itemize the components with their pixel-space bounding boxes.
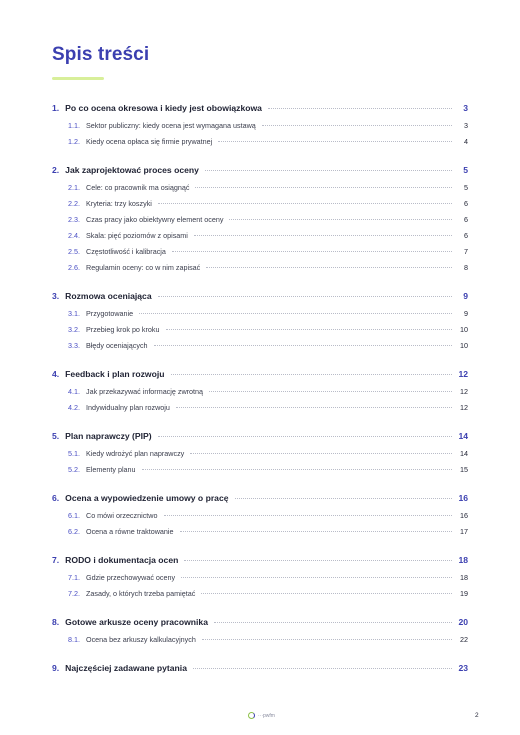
toc-leader	[172, 251, 452, 252]
toc-label: Najczęściej zadawane pytania	[65, 663, 187, 673]
toc-page-number: 17	[460, 527, 468, 536]
toc-number: 2.	[52, 165, 60, 175]
toc-number: 6.1.	[68, 511, 80, 520]
toc-leader	[154, 345, 452, 346]
toc-number: 3.2.	[68, 325, 80, 334]
toc-subsection[interactable]	[52, 632, 468, 648]
toc-label: Jak przekazywać informację zwrotną	[86, 387, 204, 396]
section-spacer	[52, 150, 468, 160]
toc-label: Indywidualny plan rozwoju	[86, 403, 170, 412]
toc-number: 1.1.	[68, 121, 80, 130]
toc-leader	[180, 531, 453, 532]
toc-subsection[interactable]	[52, 118, 468, 134]
toc-section[interactable]	[52, 286, 468, 306]
toc-leader	[218, 141, 452, 142]
toc-leader	[268, 108, 452, 109]
toc-number: 6.	[52, 493, 60, 503]
toc-leader	[171, 374, 453, 375]
toc-page-number: 19	[460, 589, 468, 598]
toc-number: 4.	[52, 369, 60, 379]
toc-label: Jak zaprojektować proces oceny	[65, 165, 199, 175]
toc-subsection[interactable]	[52, 400, 468, 416]
toc-label: Co mówi orzecznictwo	[86, 511, 158, 520]
toc-leader	[209, 391, 452, 392]
toc-page-number: 12	[460, 403, 468, 412]
toc-number: 7.	[52, 555, 60, 565]
toc-page-number: 18	[458, 555, 468, 565]
toc-subsection[interactable]	[52, 180, 468, 196]
toc-number: 7.1.	[68, 573, 80, 582]
toc-label: Czas pracy jako obiektywny element oceny	[86, 215, 224, 224]
toc-subsection[interactable]	[52, 524, 468, 540]
toc-leader	[190, 453, 452, 454]
toc-number: 7.2.	[68, 589, 80, 598]
toc-subsection[interactable]	[52, 134, 468, 150]
toc-label: Plan naprawczy (PIP)	[65, 431, 152, 441]
toc-section[interactable]	[52, 550, 468, 570]
toc-number: 5.	[52, 431, 60, 441]
toc-page-number: 3	[464, 121, 468, 130]
toc-number: 3.1.	[68, 309, 80, 318]
toc-number: 5.1.	[68, 449, 80, 458]
toc-page-number: 14	[460, 449, 468, 458]
toc-number: 3.	[52, 291, 60, 301]
toc-section[interactable]	[52, 426, 468, 446]
toc-page-number: 14	[458, 431, 468, 441]
toc-label: Kiedy ocena opłaca się firmie prywatnej	[86, 137, 213, 146]
toc-label: RODO i dokumentacja ocen	[65, 555, 179, 565]
section-spacer	[52, 540, 468, 550]
table-of-contents	[52, 98, 468, 678]
toc-label: Regulamin oceny: co w nim zapisać	[86, 263, 201, 272]
toc-number: 6.2.	[68, 527, 80, 536]
toc-label: Błędy oceniających	[86, 341, 148, 350]
toc-leader	[202, 639, 452, 640]
toc-label: Gdzie przechowywać oceny	[86, 573, 176, 582]
section-spacer	[52, 354, 468, 364]
toc-page-number: 5	[463, 165, 468, 175]
toc-page-number: 6	[464, 215, 468, 224]
toc-number: 9.	[52, 663, 60, 673]
toc-number: 2.2.	[68, 199, 80, 208]
footer-logo	[248, 712, 275, 719]
toc-page-number: 3	[463, 103, 468, 113]
toc-label: Gotowe arkusze oceny pracownika	[65, 617, 208, 627]
toc-subsection[interactable]	[52, 196, 468, 212]
toc-label: Po co ocena okresowa i kiedy jest obowiązkowa	[65, 103, 262, 113]
toc-leader	[158, 203, 452, 204]
toc-page-number: 16	[460, 511, 468, 520]
toc-number: 4.2.	[68, 403, 80, 412]
toc-page-number: 15	[460, 465, 468, 474]
toc-label: Ocena bez arkuszy kalkulacyjnych	[86, 635, 196, 644]
toc-subsection[interactable]	[52, 508, 468, 524]
toc-page-number: 16	[458, 493, 468, 503]
toc-subsection[interactable]	[52, 322, 468, 338]
toc-subsection[interactable]	[52, 260, 468, 276]
toc-page-number: 12	[458, 369, 468, 379]
toc-section[interactable]	[52, 98, 468, 118]
toc-subsection[interactable]	[52, 384, 468, 400]
toc-leader	[176, 407, 452, 408]
toc-section[interactable]	[52, 488, 468, 508]
toc-label: Elementy planu	[86, 465, 136, 474]
toc-label: Rozmowa oceniająca	[65, 291, 152, 301]
toc-number: 4.1.	[68, 387, 80, 396]
logo-text: ···pwfm	[258, 712, 275, 719]
toc-number: 2.3.	[68, 215, 80, 224]
toc-page-number: 10	[460, 325, 468, 334]
toc-leader	[214, 622, 452, 623]
toc-number: 3.3.	[68, 341, 80, 350]
toc-page-number: 6	[464, 199, 468, 208]
toc-number: 2.4.	[68, 231, 80, 240]
toc-leader	[235, 498, 452, 499]
toc-leader	[181, 577, 452, 578]
toc-number: 8.1.	[68, 635, 80, 644]
toc-page-number: 6	[464, 231, 468, 240]
toc-number: 2.5.	[68, 247, 80, 256]
toc-number: 8.	[52, 617, 60, 627]
toc-page-number: 4	[464, 137, 468, 146]
toc-leader	[158, 296, 452, 297]
section-spacer	[52, 416, 468, 426]
toc-leader	[195, 187, 452, 188]
toc-page-number: 5	[464, 183, 468, 192]
toc-subsection[interactable]	[52, 338, 468, 354]
toc-leader	[201, 593, 452, 594]
toc-page-number: 7	[464, 247, 468, 256]
toc-label: Feedback i plan rozwoju	[65, 369, 165, 379]
section-spacer	[52, 648, 468, 658]
toc-label: Kryteria: trzy koszyki	[86, 199, 152, 208]
section-spacer	[52, 478, 468, 488]
toc-label: Ocena a równe traktowanie	[86, 527, 174, 536]
toc-subsection[interactable]	[52, 446, 468, 462]
toc-section[interactable]	[52, 612, 468, 632]
toc-page-number: 9	[463, 291, 468, 301]
toc-leader	[206, 267, 452, 268]
toc-label: Przebieg krok po kroku	[86, 325, 160, 334]
toc-page-number: 9	[464, 309, 468, 318]
toc-page-number: 22	[460, 635, 468, 644]
toc-leader	[139, 313, 452, 314]
toc-subsection[interactable]	[52, 228, 468, 244]
toc-number: 1.	[52, 103, 60, 113]
toc-leader	[158, 436, 452, 437]
toc-section[interactable]	[52, 658, 468, 678]
section-spacer	[52, 602, 468, 612]
toc-number: 2.6.	[68, 263, 80, 272]
toc-subsection[interactable]	[52, 586, 468, 602]
toc-number: 1.2.	[68, 137, 80, 146]
toc-leader	[229, 219, 452, 220]
toc-subsection[interactable]	[52, 212, 468, 228]
toc-label: Przygotowanie	[86, 309, 134, 318]
toc-label: Częstotliwość i kalibracja	[86, 247, 166, 256]
toc-subsection[interactable]	[52, 462, 468, 478]
toc-number: 5.2.	[68, 465, 80, 474]
title-underline	[52, 77, 104, 80]
toc-label: Cele: co pracownik ma osiągnąć	[86, 183, 190, 192]
toc-subsection[interactable]	[52, 244, 468, 260]
toc-number: 2.1.	[68, 183, 80, 192]
toc-section[interactable]	[52, 364, 468, 384]
toc-leader	[262, 125, 452, 126]
page-number: 2	[475, 712, 479, 719]
toc-label: Ocena a wypowiedzenie umowy o pracę	[65, 493, 229, 503]
toc-label: Zasady, o których trzeba pamiętać	[86, 589, 196, 598]
toc-leader	[194, 235, 452, 236]
page-title: Spis treści	[52, 44, 150, 65]
toc-page-number: 23	[458, 663, 468, 673]
toc-page-number: 20	[458, 617, 468, 627]
section-spacer	[52, 276, 468, 286]
toc-label: Kiedy wdrożyć plan naprawczy	[86, 449, 185, 458]
toc-label: Sektor publiczny: kiedy ocena jest wymagana ustawą	[86, 121, 256, 130]
toc-section[interactable]	[52, 160, 468, 180]
toc-page-number: 18	[460, 573, 468, 582]
toc-page-number: 8	[464, 263, 468, 272]
toc-leader	[205, 170, 452, 171]
toc-leader	[193, 668, 452, 669]
toc-label: Skala: pięć poziomów z opisami	[86, 231, 188, 240]
toc-subsection[interactable]	[52, 306, 468, 322]
toc-leader	[184, 560, 452, 561]
toc-leader	[164, 515, 453, 516]
logo-icon	[248, 712, 255, 719]
toc-leader	[142, 469, 452, 470]
toc-page-number: 10	[460, 341, 468, 350]
toc-subsection[interactable]	[52, 570, 468, 586]
toc-leader	[166, 329, 452, 330]
toc-page-number: 12	[460, 387, 468, 396]
